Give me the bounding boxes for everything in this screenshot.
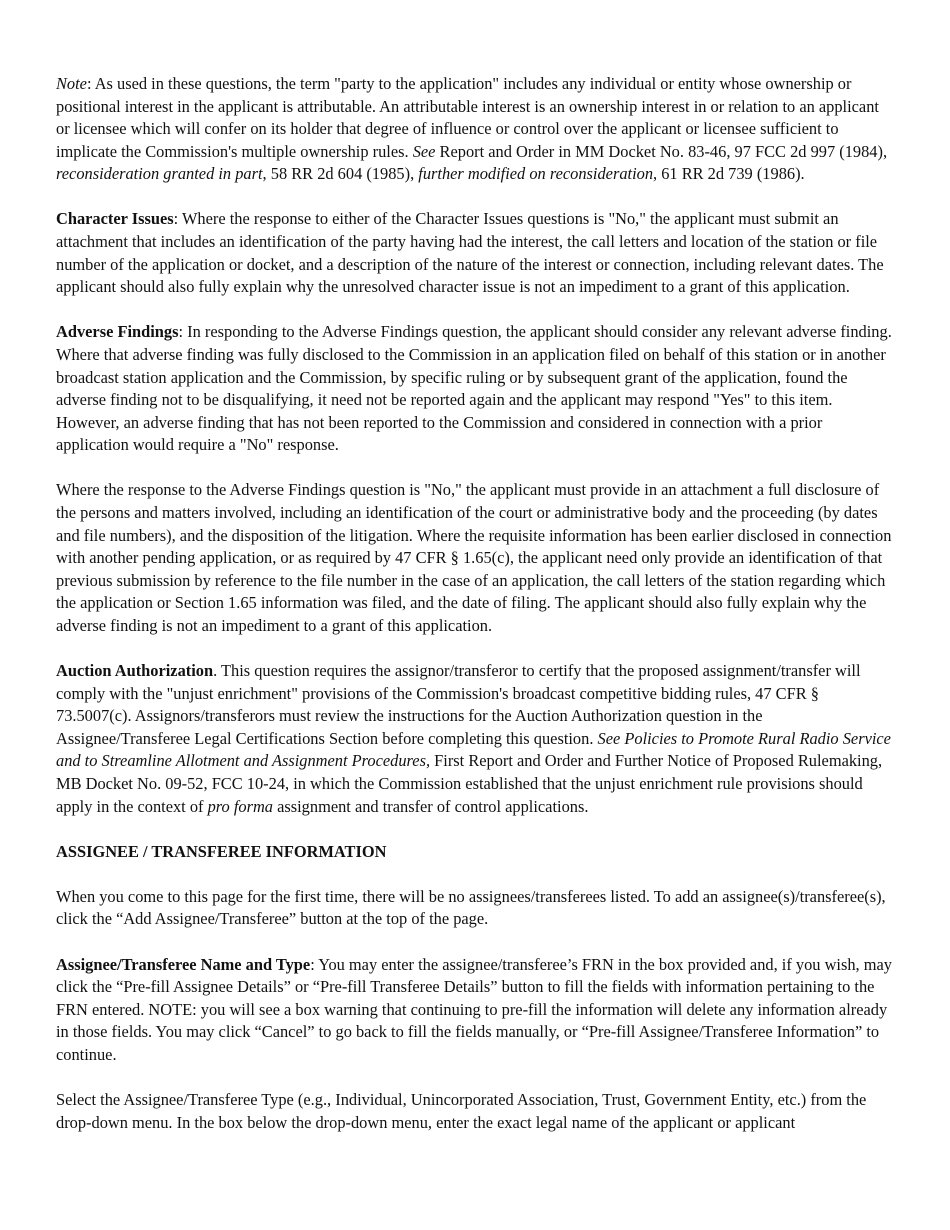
- character-issues-label: Character Issues: [56, 209, 174, 229]
- adverse-findings-label: Adverse Findings: [56, 322, 179, 342]
- note-paragraph: Note: As used in these questions, the term "party to the application" includes any individual or entity whose ownership or positional interest in the applicant is attributable. An attributable interest is an ownership interest in or relation to an applicant or licensee which will confer on its holder that degree of influence or control over the applicant or licensee sufficient to implicate the Commission's multiple ownership rules. See Report and Order in MM Docket No. 83-46, 97 FCC 2d 997 (1984), reconsideration granted in part, 58 RR 2d 604 (1985), further modified on reconsideration, 61 RR 2d 739 (1986).: [56, 74, 888, 184]
- further-modified-citation: further modified on reconsideration: [418, 164, 654, 184]
- character-issues-paragraph: Character Issues: Where the response to either of the Character Issues questions is "No," the applicant must submit an attachment that includes an identification of the party having had the interest, the call letters and location of the station or file number of the application or docket, and a description of the nature of the interest or connection, including relevant dates. The applicant should also fully explain why the unresolved character issue is not an impediment to a grant of this application.: [56, 209, 884, 297]
- select-type-paragraph: Select the Assignee/Transferee Type (e.g., Individual, Unincorporated Association, Trust, Government Entity, etc.) from the drop-down menu. In the box below the drop-down menu, enter the exact legal name of the applicant or applicant: [56, 1089, 867, 1132]
- name-and-type-label: Assignee/Transferee Name and Type: [56, 954, 311, 974]
- name-and-type-paragraph: Assignee/Transferee Name and Type: You may enter the assignee/transferee’s FRN in the box provided and, if you wish, may click the “Pre-fill Assignee Details” or “Pre-fill Transferee Details” button to fill the fields with information pertaining to the FRN entered. NOTE: you will see a box warning that continuing to pre-fill the information will delete any information already in those fields. You may click “Cancel” to go back to fill the fields manually, or “Pre-fill Assignee/Transferee Information” to continue.: [56, 954, 892, 1064]
- auction-authorization-paragraph: Auction Authorization. This question requires the assignor/transferor to certify that the proposed assignment/transfer will comply with the "unjust enrichment" provisions of the Commission's broadcast competitive bidding rules, 47 CFR § 73.5007(c). Assignors/transferors must review the instructions for the Auction Authorization question in the Assignee/Transferee Legal Certifications Section before completing this question. See Policies to Promote Rural Radio Service and to Streamline Allotment and Assignment Procedures, First Report and Order and Further Notice of Proposed Rulemaking, MB Docket No. 09-52, FCC 10-24, in which the Commission established that the unjust enrichment rule provisions should apply in the context of pro forma assignment and transfer of control applications.: [56, 661, 891, 816]
- section-heading: ASSIGNEE / TRANSFEREE INFORMATION: [56, 841, 387, 861]
- policies-citation: See Policies to Promote Rural Radio Service and to Streamline Allotment and Assignment Procedures,: [56, 728, 891, 771]
- adverse-findings-no-paragraph: Where the response to the Adverse Findings question is "No," the applicant must provide in an attachment a full disclosure of the persons and matters involved, including an identification of the court or administrative body and the proceeding (by dates and file numbers), and the disposition of the litigation. Where the requisite information has been earlier disclosed in connection with another pending application, or as required by 47 CFR § 1.65(c), the applicant need only provide an identification of that previous submission by reference to the file number in the case of an application, the call letters of the station regarding which the application or Section 1.65 information was filed, and the date of filing. The applicant should also fully explain why the adverse finding is not an impediment to a grant of this application.: [56, 480, 892, 635]
- reconsideration-citation: reconsideration granted in part: [56, 164, 263, 184]
- first-time-paragraph: When you come to this page for the first time, there will be no assignees/transferees listed. To add an assignee(s)/transferee(s), click the “Add Assignee/Transferee” button at the top of the page.: [56, 886, 886, 929]
- see-citation: See: [412, 141, 436, 161]
- note-label: Note: [56, 74, 87, 93]
- adverse-findings-paragraph: Adverse Findings: In responding to the Adverse Findings question, the applicant should consider any relevant adverse finding. Where that adverse finding was fully disclosed to the Commission in an application filed on behalf of this station or in another broadcast station application and the Commission, by specific ruling or by subsequent grant of the application, found the adverse finding not to be disqualifying, it need not be reported again and the applicant may respond "Yes" to this item. However, an adverse finding that has not been reported to the Commission and considered in connection with a prior application would require a "No" response.: [56, 322, 892, 455]
- auction-authorization-label: Auction Authorization: [56, 661, 214, 681]
- pro-forma-term: pro forma: [207, 796, 273, 816]
